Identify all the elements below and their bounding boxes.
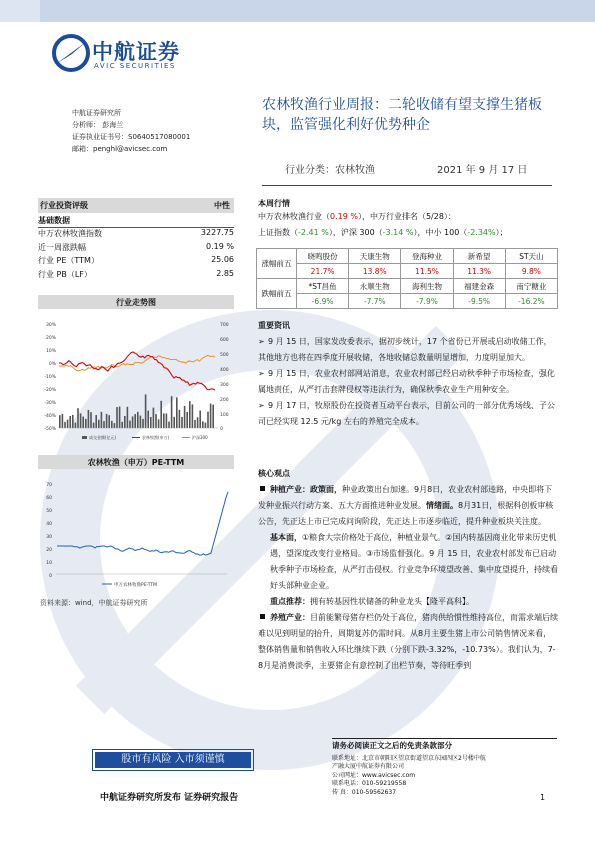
title-divider [262, 185, 552, 186]
svg-text:400: 400 [220, 368, 229, 373]
volume-bar [111, 421, 113, 428]
top-banner [0, 0, 595, 22]
data-source: 资料来源：wind，中航证券研究所 [40, 599, 148, 607]
seed-para: 种植产业：政策面，种业政策出台加速。9月8日，农业农村部逵路，中央即将下发种业振兴行动方案、五大方面推进种业发展。情绪面。8月31日，根据科创板审核公告，先正达上市已完成问询阶段，先正达上市逐步临近，提升种业板块关注度。 [258, 485, 554, 526]
svg-text:-10%: -10% [44, 375, 56, 380]
industry-trend-chart [42, 314, 234, 444]
volume-bar [202, 421, 204, 428]
volume-bar [212, 405, 214, 428]
svg-text:300: 300 [220, 383, 229, 388]
report-title: 农林牧渔行业周报：二轮收储有望支撑生猪板块，监管强化利好优势种企 [262, 97, 542, 133]
volume-bar [72, 415, 74, 428]
svg-text:沪深300: 沪深300 [192, 435, 208, 440]
svg-text:农林牧渔(申万): 农林牧渔(申万) [142, 435, 170, 440]
volume-bar [194, 420, 196, 428]
svg-text:500: 500 [220, 353, 229, 358]
svg-text:-50%: -50% [44, 427, 56, 432]
volume-bar [77, 408, 79, 428]
volume-bar [106, 414, 108, 428]
svg-text:30%: 30% [45, 323, 56, 328]
volume-bar [114, 423, 116, 428]
volume-bar [121, 422, 123, 428]
breed-para: 养殖产业：目前能繁母猪存栏仍处于高位，猪肉供给惯性维持高位，而需求端后续难以见到明显的抬升，周期复苏仍需时间。从8月主要生猪上市公司销售情况来看，整体销售量和销售收入环比继续下跌（分别下跌-3.32%，-10.73%）。我们认为，7-8月是消费淡季，主要猪企有意控制了出栏节奏，等待旺季到 [258, 613, 558, 670]
svg-text:-40%: -40% [44, 414, 56, 419]
svg-text:200: 200 [220, 398, 229, 403]
stat-row: 近一周涨跌幅 0.19 % [38, 241, 234, 252]
volume-bar [166, 413, 168, 428]
volume-bar [95, 415, 97, 428]
svg-text:-20%: -20% [44, 388, 56, 393]
volume-bar [93, 423, 95, 428]
footer-divider [332, 738, 557, 739]
volume-bar [192, 404, 194, 428]
volume-bar [140, 416, 142, 428]
volume-bar [119, 407, 121, 428]
arrow-icon: ➢ [258, 337, 265, 346]
logo-cn: 中航证券 [92, 40, 180, 64]
volume-bar [179, 410, 181, 428]
volume-bar [85, 419, 87, 428]
stat-row: 行业 PB（LF） 2.85 [38, 268, 234, 279]
bullet-icon [260, 486, 265, 491]
org-name: 中航证券研究所 [72, 109, 121, 117]
chart1-title: 行业走势图 [38, 295, 234, 309]
news-item: ➢ 9 月 17 日，牧原股份在投资者互动平台表示，目前公司的一部分优秀场线、子公司已经实现 12.5 元/kg 左右的养殖完全成本。 [258, 398, 558, 430]
svg-text:100: 100 [220, 413, 229, 418]
focus-para: 重点推荐：拥有转基因性状储备的种业龙头【隆平高科】。 [270, 597, 474, 606]
volume-bar [64, 422, 66, 428]
svg-text:30: 30 [46, 535, 52, 540]
fund-para: 基本面，①粮食大宗价格处于高位，种植业景气。②国内转基因商业化带来历史机遇，望深度改变行业格局。③市场监督强化。9 月 15 日，农业农村部发布已启动秋季种子市场检查，从严打击侵权。行业竞争环境望改善、集中度望提升，持续看好头部种业企业。 [270, 533, 558, 590]
volume-bar [108, 415, 110, 428]
market-line1: 中万农林牧渔行业（0.19 %），中万行业排名（5/28）： [258, 212, 456, 221]
svg-text:40: 40 [46, 522, 52, 527]
volume-bar [129, 421, 131, 428]
volume-bar [147, 411, 149, 428]
svg-text:20%: 20% [45, 336, 56, 341]
svg-text:成交金额(亿元): 成交金额(亿元) [89, 435, 117, 440]
market-heading: 本周行情 [258, 199, 290, 208]
basic-data-label: 基础数据 [38, 213, 234, 228]
svg-text:0: 0 [220, 427, 223, 432]
volume-bar [160, 401, 162, 428]
svg-text:10%: 10% [45, 349, 56, 354]
market-section [258, 198, 558, 241]
volume-bar [207, 412, 209, 428]
report-date: 2021 年 9 月 17 日 [437, 165, 528, 176]
volume-bar [80, 413, 82, 428]
author-info [72, 107, 190, 155]
volume-bar [132, 416, 134, 428]
svg-text:700: 700 [220, 323, 229, 328]
cert-number: 证券执业证书号：S0640517080001 [72, 133, 191, 141]
volume-bar [101, 412, 103, 428]
volume-bar [127, 407, 129, 428]
news-section [258, 320, 558, 430]
pe-ttm-chart [42, 474, 234, 592]
volume-bar [205, 423, 207, 428]
volume-bar [88, 410, 90, 428]
volume-bar [155, 414, 157, 428]
volume-bar [134, 414, 136, 428]
volume-bar [153, 408, 155, 428]
volume-bar [103, 421, 105, 428]
category: 行业分类：农林牧渔 [285, 165, 375, 176]
volume-bar [186, 412, 188, 428]
logo-en: AVIC SECURITIES [94, 62, 176, 70]
volume-bar [62, 414, 64, 428]
rating-label: 行业投资评级 [40, 201, 88, 210]
volume-bar [210, 404, 212, 428]
news-item: ➢ 9 月 15 日，农业农村部网站消息，农业农村部已经启动秋季种子市场检查，强化属地责任，从严打击套牌侵权等违法行为，确保秋季农业生产用种安全。 [258, 366, 558, 398]
svg-text:70: 70 [46, 483, 52, 488]
company-logo [52, 32, 252, 78]
market-line2: 上证指数（-2.41 %），沪深 300（-3.14 %），中小 100（-2.34%）； [258, 228, 508, 237]
analyst: 分析师： 彭海兰 [72, 121, 124, 129]
volume-bar [116, 407, 118, 428]
svg-text:0%: 0% [48, 362, 56, 367]
volume-bar [171, 396, 173, 428]
chart2-title: 农林牧渔（申万）PE-TTM [38, 455, 234, 469]
volume-bar [145, 394, 147, 428]
risk-disclaimer: 股市有风险 入市须谨慎 [92, 749, 254, 771]
svg-text:60: 60 [46, 496, 52, 501]
volume-bar [82, 417, 84, 428]
volume-bar [69, 416, 71, 428]
volume-bar [90, 412, 92, 428]
svg-text:-30%: -30% [44, 401, 56, 406]
volume-bar [176, 397, 178, 428]
down-label: 跌幅前五 [257, 279, 297, 309]
volume-bar [158, 419, 160, 428]
svg-text:600: 600 [220, 338, 229, 343]
contact-block: 请务必阅读正文之后的免责条款部分 联系地址：北京市朝阳区望京街道望京东园四区2号楼中航 产融大厦中航证券有限公司 公司网址：www.avicsec.com 联系电话：010-59219558 传 真：010-59562637 [332, 742, 557, 797]
up-label: 涨幅前五 [257, 249, 297, 279]
views-section [258, 468, 558, 674]
logo-emblem-icon [52, 34, 90, 72]
category-row [285, 161, 555, 176]
page-number: 1 [540, 793, 546, 802]
news-item: ➢ 9 月 15 日，国家发改委表示，据初步统计，17 个省份已开展或启动收储工作，其他地方也将在四季度开展收储，各地收储总数量明显增加，力度明显加大。 [258, 334, 558, 366]
svg-text:申万农林牧渔PE-TTM: 申万农林牧渔PE-TTM [114, 583, 158, 588]
volume-bar [189, 401, 191, 428]
contact-heading: 请务必阅读正文之后的免责条款部分 [332, 741, 452, 750]
svg-text:20: 20 [46, 548, 52, 553]
volume-bar [197, 417, 199, 428]
volume-bar [124, 416, 126, 428]
svg-text:0: 0 [49, 574, 52, 579]
rating-panel [38, 198, 234, 282]
volume-bar [184, 406, 186, 428]
volume-bar [163, 413, 165, 428]
email: 邮箱：penghl@avicsec.com [72, 145, 168, 153]
bullet-icon [260, 614, 265, 619]
rating-row [38, 198, 234, 213]
stat-row: 中万农林牧渔指数 3227.75 [38, 228, 234, 238]
svg-text:10: 10 [46, 561, 52, 566]
volume-bar [199, 410, 201, 428]
volume-bar [75, 423, 77, 428]
volume-bar [59, 415, 61, 428]
arrow-icon: ➢ [258, 369, 265, 378]
volume-bar [142, 419, 144, 428]
volume-bar [137, 412, 139, 428]
volume-bar [67, 420, 69, 428]
movers-table: 涨幅前五 晓鸣股份 天康生物 登海种业 新希望 ST天山 21.7% 13.8% 11.5% 11.3% 9.8% 跌幅前五 *ST昌鱼 永顺生物 海利生物 福建金森 南宁糖业 -6.9% -7.7% -7.9% -9.5% -16.2% [256, 248, 558, 309]
arrow-icon: ➢ [258, 401, 265, 410]
volume-bar [168, 422, 170, 428]
svg-text:50: 50 [46, 509, 52, 514]
footer-publisher: 中航证券研究所发布 证券研究报告 [100, 793, 239, 803]
views-heading: 核心观点 [258, 469, 290, 478]
news-heading: 重要资讯 [258, 321, 290, 330]
stat-row: 行业 PE（TTM） 25.06 [38, 255, 234, 265]
volume-bar [150, 417, 152, 428]
volume-bar [98, 420, 100, 428]
volume-bar [173, 417, 175, 428]
volume-bar [181, 417, 183, 428]
rating-value: 中性 [214, 201, 230, 210]
